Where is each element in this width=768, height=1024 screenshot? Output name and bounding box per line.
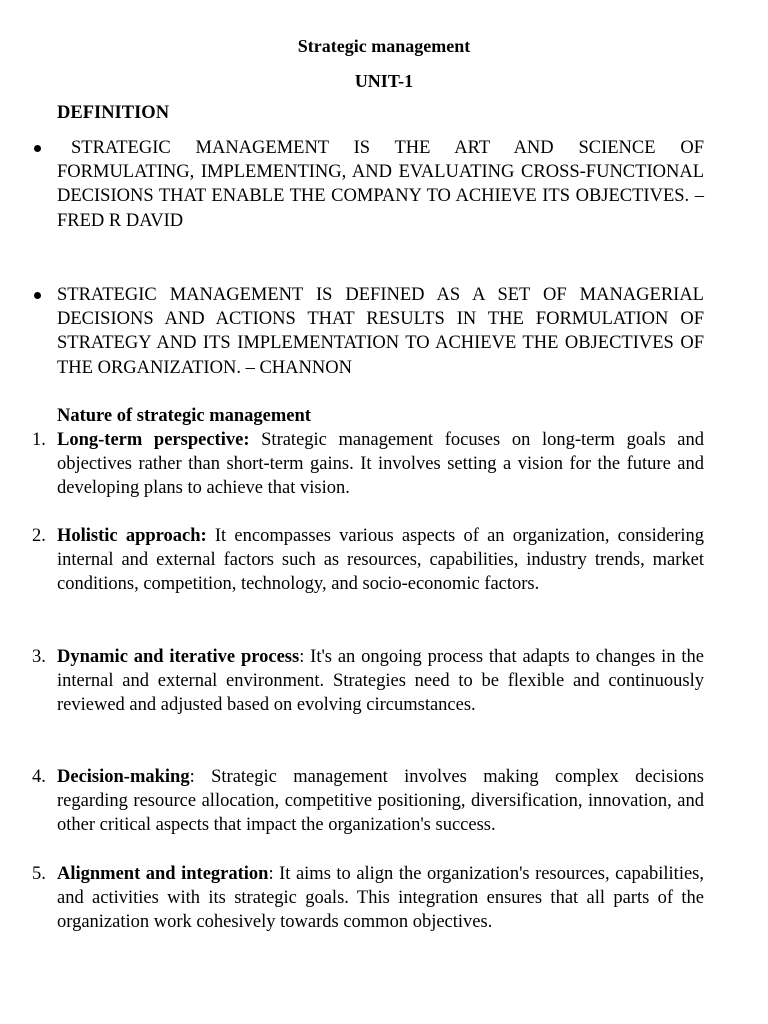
nature-term: Decision-making — [57, 767, 190, 787]
nature-list-item — [57, 765, 704, 838]
nature-description: Strategic management focuses on long-term goals and objectives rather than short-term gains. It involves setting a vision for the future and developing plans to achieve that vision. — [57, 430, 704, 499]
nature-list-item — [57, 862, 704, 935]
nature-term: Alignment and integration — [57, 864, 269, 884]
bullet-icon — [34, 292, 41, 299]
nature-heading: Nature of strategic management — [57, 406, 311, 426]
nature-description: : Strategic management involves making complex decisions regarding resource allocation, competitive positioning, diversification, innovation, and other critical aspects that impact the organization's success. — [57, 767, 704, 836]
definition-item: STRATEGIC MANAGEMENT IS DEFINED AS A SET OF MANAGERIAL DECISIONS AND ACTIONS THAT RESULTS IN THE FORMULATION OF STRATEGY AND ITS IMPLEMENTATION TO ACHIEVE THE OBJECTIVES OF THE ORGANIZATION. – CHANNON — [57, 285, 704, 378]
definition-item: STRATEGIC MANAGEMENT IS THE ART AND SCIENCE OF FORMULATING, IMPLEMENTING, AND EVALUATING CROSS-FUNCTIONAL DECISIONS THAT ENABLE THE COMPANY TO ACHIEVE ITS OBJECTIVES. – FRED R DAVID — [57, 138, 704, 231]
unit-label: UNIT-1 — [354, 71, 414, 91]
nature-description: : It's an ongoing process that adapts to changes in the internal and external environment. Strategies need to be flexible and continuously reviewed and adjusted based on evolving circumstances. — [57, 647, 704, 716]
nature-list-item — [57, 645, 704, 718]
bullet-icon — [34, 145, 41, 152]
nature-list-item — [57, 524, 704, 597]
nature-description: It encompasses various aspects of an organization, considering internal and external factors such as resources, capabilities, industry trends, market conditions, competition, technology, and socio-economic factors. — [57, 526, 704, 595]
definition-heading: DEFINITION — [57, 103, 170, 123]
list-number: 5. — [32, 864, 46, 884]
nature-list-item — [57, 428, 704, 501]
list-number: 4. — [32, 767, 46, 787]
nature-description: : It aims to align the organization's resources, capabilities, and activities with its strategic goals. This integration ensures that all parts of the organization work cohesively towards common objectives. — [57, 864, 704, 933]
list-number: 2. — [32, 526, 46, 546]
list-number: 1. — [32, 430, 46, 450]
list-number: 3. — [32, 647, 46, 667]
document-title: Strategic management — [297, 36, 471, 56]
nature-term: Long-term perspective: — [57, 430, 250, 450]
nature-term: Dynamic and iterative process — [57, 647, 300, 667]
nature-term: Holistic approach: — [57, 526, 207, 546]
